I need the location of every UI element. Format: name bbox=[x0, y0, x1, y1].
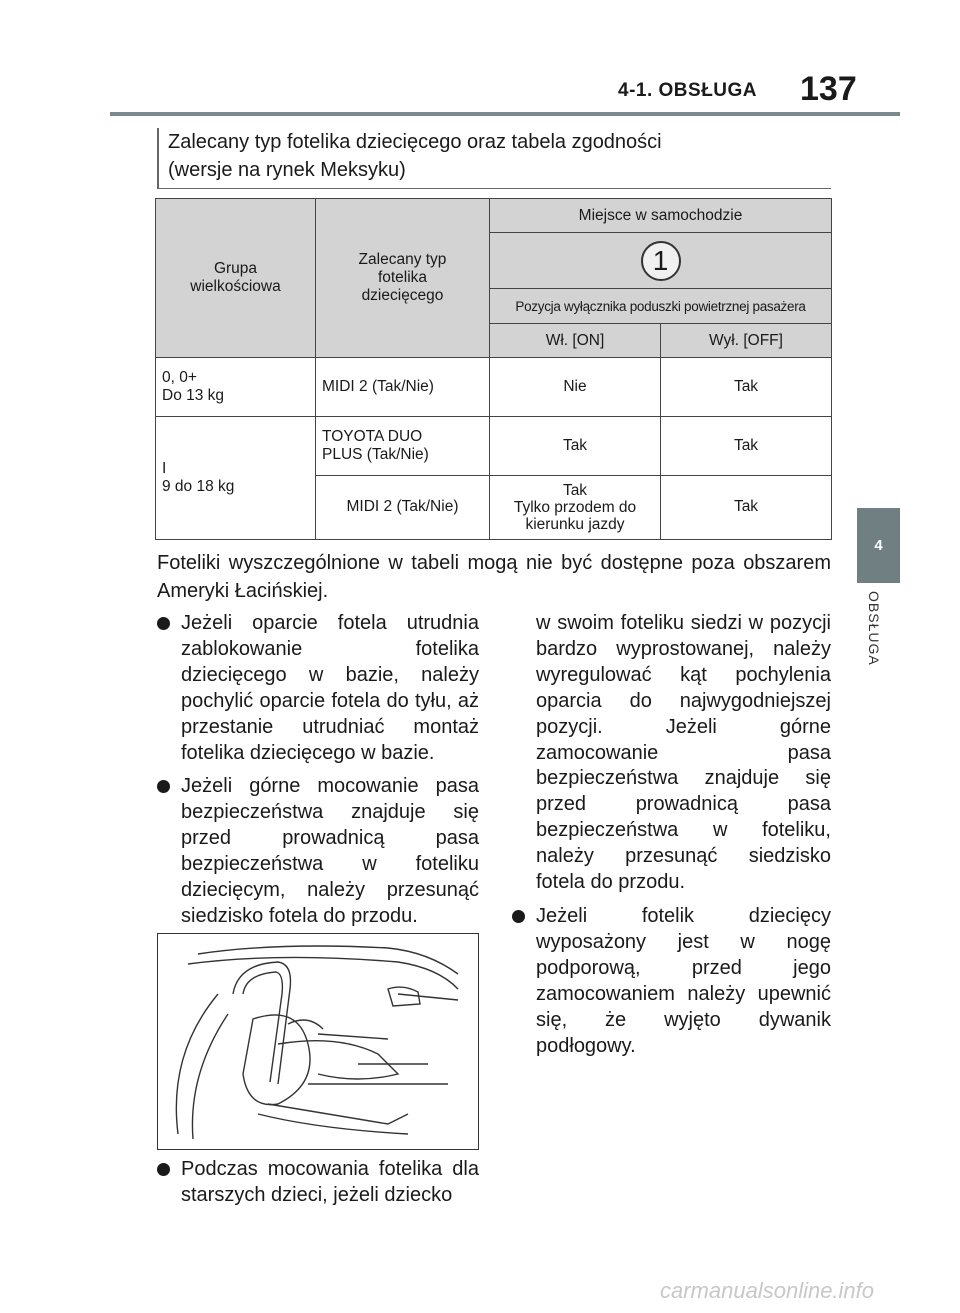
off-header: Wył. [OFF] bbox=[661, 324, 832, 358]
group-header bbox=[156, 199, 316, 358]
on-cell: Nie bbox=[490, 358, 661, 416]
list-item bbox=[157, 1157, 479, 1209]
off-cell: Tak bbox=[661, 358, 832, 416]
on-header: Wł. [ON] bbox=[490, 324, 661, 358]
section-title: 4-1. OBSŁUGA bbox=[618, 80, 758, 101]
bullet-icon bbox=[157, 780, 170, 793]
airbag-switch-header: Pozycja wyłącznika poduszki powietrznej pasażera bbox=[490, 289, 832, 324]
list-item-text: Jeżeli fotelik dziecięcy wyposażony jest w nogę podporową, przed jego zamocowaniem należy upewnić się, że wyjęto dywanik podłogowy. bbox=[536, 904, 831, 1057]
bullet-icon bbox=[157, 1163, 170, 1176]
off-cell: Tak bbox=[661, 475, 832, 539]
list-item-text: Jeżeli oparcie fotela utrudnia zablokowanie fotelika dziecięcego w bazie, należy pochylić oparcie fotela do tyłu, aż przestanie utrudniać montaż fotelika dziecięcego w bazie. bbox=[181, 612, 479, 764]
seat-position-cell bbox=[490, 233, 832, 289]
group-cell-line: I bbox=[162, 459, 167, 477]
chapter-tab-number: 4 bbox=[874, 537, 883, 554]
bullet-icon bbox=[512, 910, 525, 923]
seat-type-line: PLUS (Tak/Nie) bbox=[322, 445, 429, 463]
availability-note: Foteliki wyszczególnione w tabeli mogą nie być dostępne poza obszarem Ameryki Łacińskiej. bbox=[157, 552, 831, 602]
group-header-line-2: wielkościowa bbox=[190, 278, 281, 296]
seat-type-line: TOYOTA DUO bbox=[322, 427, 423, 445]
seat-type-cell bbox=[316, 416, 490, 475]
group-cell-line: 0, 0+ bbox=[162, 369, 197, 387]
intro-line-2: (wersje na rynek Meksyku) bbox=[168, 159, 406, 181]
list-item bbox=[157, 774, 479, 929]
on-cell: Tak bbox=[490, 416, 661, 475]
list-item-text: Jeżeli górne mocowanie pasa bezpieczeństwa znajduje się przed prowadnicą pasa bezpieczeństwa w foteliku dziecięcym, należy przesunąć siedzisko fotela do przodu. bbox=[181, 775, 479, 927]
group-cell bbox=[156, 416, 316, 539]
on-cell bbox=[490, 475, 661, 539]
group-cell-line: 9 do 18 kg bbox=[162, 477, 235, 495]
seat-type-header bbox=[316, 199, 490, 358]
seat-type-cell: MIDI 2 (Tak/Nie) bbox=[316, 475, 490, 539]
right-column bbox=[512, 611, 831, 1067]
list-item-continuation: w swoim foteliku siedzi w pozycji bardzo wyprostowanej, należy wyregulować kąt pochylenia oparcia do najwygodniejszej pozycji. Jeżeli górne zamocowanie pasa bezpieczeństwa znajduje się przed prowadnicą pasa bezpieczeństwa w foteliku, należy przesunąć siedzisko fotela do przodu. bbox=[536, 612, 831, 894]
seat-type-cell: MIDI 2 (Tak/Nie) bbox=[316, 358, 490, 416]
off-cell: Tak bbox=[661, 416, 832, 475]
child-seat-illustration bbox=[157, 933, 479, 1150]
compatibility-table bbox=[155, 198, 832, 540]
watermark: carmanualsonline.info bbox=[660, 1278, 875, 1303]
page-number: 137 bbox=[800, 70, 857, 108]
seat-type-header-line-1: Zalecany typ bbox=[358, 251, 447, 269]
bullet-icon bbox=[157, 617, 170, 630]
group-cell bbox=[156, 358, 316, 416]
car-seat-drawing bbox=[158, 934, 477, 1148]
group-cell-line: Do 13 kg bbox=[162, 387, 225, 405]
group-header-line-1: Grupa bbox=[213, 260, 258, 278]
chapter-tab-label: OBSŁUGA bbox=[866, 591, 882, 666]
on-cell-line: kierunku jazdy bbox=[525, 515, 625, 533]
list-item bbox=[512, 904, 831, 1059]
left-column-bottom bbox=[157, 1157, 479, 1217]
on-cell-line: Tylko przodem do bbox=[513, 498, 637, 516]
on-cell-line: Tak bbox=[562, 481, 588, 499]
location-header: Miejsce w samochodzie bbox=[490, 199, 832, 233]
intro-line-1: Zalecany typ fotelika dziecięcego oraz tabela zgodności bbox=[168, 131, 662, 153]
left-column bbox=[157, 611, 479, 938]
list-item bbox=[157, 611, 479, 766]
header-rule bbox=[110, 112, 900, 116]
seat-type-header-line-2: fotelika bbox=[377, 269, 428, 287]
list-item-text: Podczas mocowania fotelika dla starszych dzieci, jeżeli dziecko bbox=[181, 1158, 479, 1206]
seat-type-header-line-3: dziecięcego bbox=[361, 287, 444, 305]
table-intro bbox=[157, 128, 831, 189]
seat-number-badge: 1 bbox=[641, 241, 681, 281]
chapter-tab[interactable] bbox=[857, 508, 900, 583]
